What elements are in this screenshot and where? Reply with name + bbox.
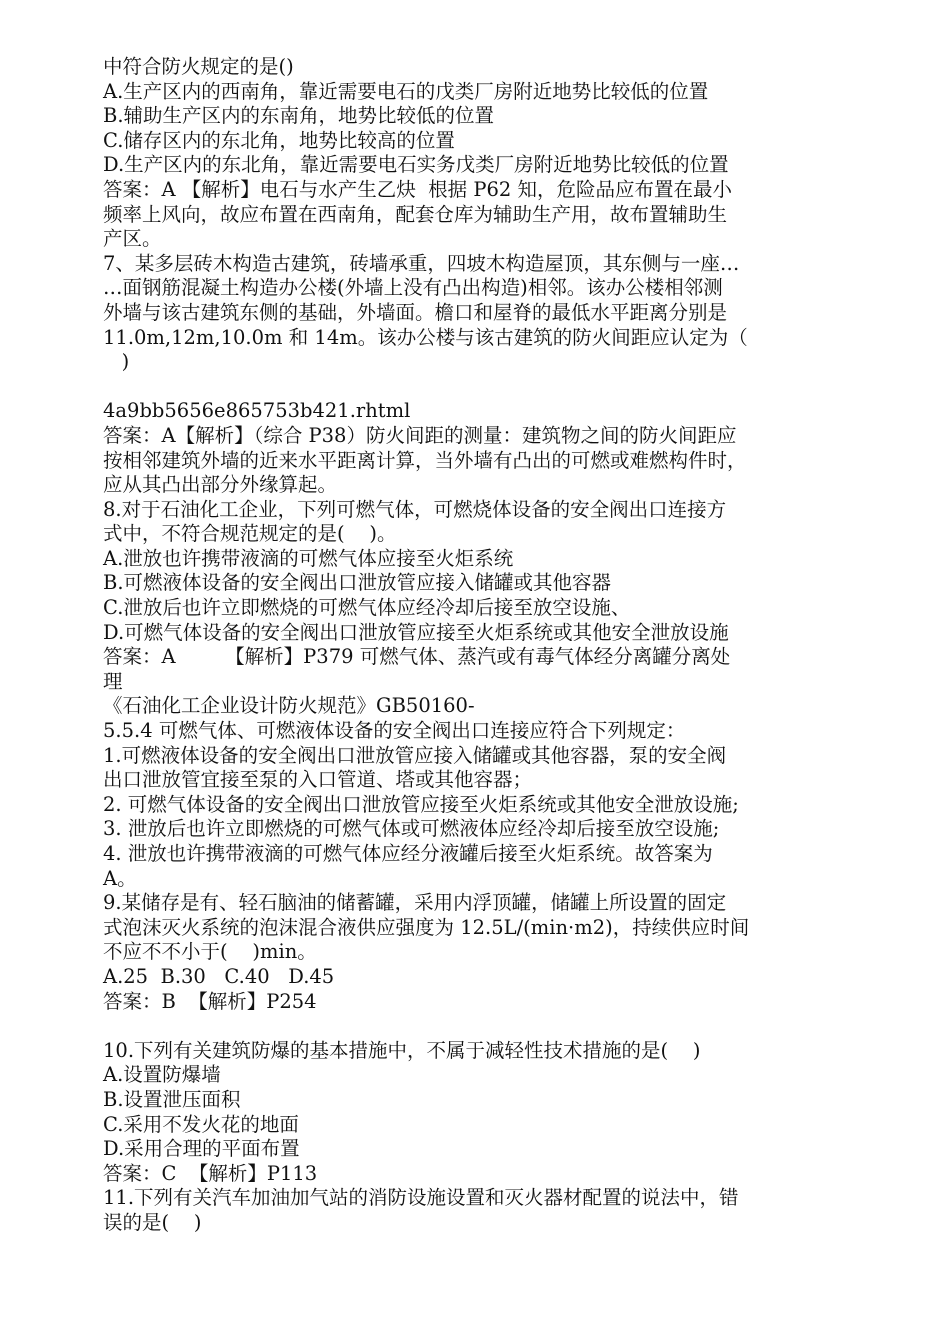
option-line: A.25 B.30 C.40 D.45: [103, 964, 335, 988]
text-line: A。: [103, 866, 137, 890]
text-line: 误的是( ): [103, 1210, 202, 1234]
text-line: 不应不不小于( )min。: [103, 940, 317, 964]
text-line: 《石油化工企业设计防火规范》GB50160-: [103, 694, 475, 718]
answer-line: 答案：A 【解析】P379 可燃气体、蒸汽或有毒气体经分离罐分离处: [103, 645, 731, 669]
option-line: A.泄放也许携带液滴的可燃气体应接至火炬系统: [103, 546, 514, 570]
text-line: 外墙与该古建筑东侧的基础，外墙面。檐口和屋脊的最低水平距离分别是: [103, 300, 728, 324]
option-line: B.设置泄压面积: [103, 1087, 241, 1111]
text-line: 应从其凸出部分外缘算起。: [103, 473, 338, 497]
text-line: 按相邻建筑外墙的近来水平距离计算，当外墙有凸出的可燃或难燃构件时，: [103, 448, 747, 472]
option-line: C.储存区内的东北角，地势比较高的位置: [103, 128, 455, 152]
option-line: B.可燃液体设备的安全阀出口泄放管应接入储罐或其他容器: [103, 571, 612, 595]
option-line: A.生产区内的西南角，靠近需要电石的戊类厂房附近地势比较低的位置: [103, 79, 709, 103]
text-line: 1.可燃液体设备的安全阀出口泄放管应接入储罐或其他容器，泵的安全阀: [103, 743, 727, 767]
text-line: 式中，不符合规范规定的是( )。: [103, 522, 397, 546]
option-line: D.生产区内的东北角，靠近需要电石实务戊类厂房附近地势比较低的位置: [103, 153, 729, 177]
question-line: 8.对于石油化工企业，下列可燃气体，可燃烧体设备的安全阀出口连接方: [103, 497, 727, 521]
answer-line: 答案：A【解析】（综合 P38）防火间距的测量：建筑物之间的防火间距应: [103, 423, 737, 447]
text-line: …面钢筋混凝土构造办公楼(外墙上没有凸出构造)相邻。该办公楼相邻测: [103, 276, 723, 300]
question-line: 9.某储存是有、轻石脑油的储蓄罐，采用内浮顶罐，储罐上所设置的固定: [103, 891, 727, 915]
text-line: 5.5.4 可燃气体、可燃液体设备的安全阀出口连接应符合下列规定：: [103, 719, 686, 743]
document-page: [103, 55, 848, 1236]
option-line: D.采用合理的平面布置: [103, 1137, 300, 1161]
question-line: 11.下列有关汽车加油加气站的消防设施设置和灭火器材配置的说法中，错: [103, 1186, 739, 1210]
answer-line: 答案：A 【解析】电石与水产生乙炔 根据 P62 知，危险品应布置在最小: [103, 177, 733, 201]
text-line: 3. 泄放后也许立即燃烧的可燃气体或可燃液体应经冷却后接至放空设施;: [103, 817, 720, 841]
option-line: A.设置防爆墙: [103, 1063, 221, 1087]
question-line: 7、某多层砖木构造古建筑，砖墙承重，四坡木构造屋顶，其东侧与一座…: [103, 251, 740, 275]
text-line: 4. 泄放也许携带液滴的可燃气体应经分液罐后接至火炬系统。故答案为: [103, 842, 713, 865]
text-line: ): [103, 350, 130, 374]
text-line: 11.0m,12m,10.0m 和 14m。该办公楼与该古建筑的防火间距应认定为（: [103, 325, 748, 349]
option-line: C.泄放后也许立即燃烧的可燃气体应经冷却后接至放空设施、: [103, 596, 631, 620]
option-line: D.可燃气体设备的安全阀出口泄放管应接至火炬系统或其他安全泄放设施: [103, 620, 729, 644]
file-reference-line: 4a9bb5656e865753b421.rhtml: [103, 399, 411, 423]
text-line: 出口泄放管宜接至泵的入口管道、塔或其他容器；: [103, 768, 533, 792]
text-line: 2. 可燃气体设备的安全阀出口泄放管应接至火炬系统或其他安全泄放设施;: [103, 792, 739, 816]
text-line: 式泡沫灭火系统的泡沫混合液供应强度为 12.5L/(min·m2)，持续供应时间: [103, 915, 750, 939]
blank-line: [103, 1014, 848, 1039]
answer-line: 答案：B 【解析】P254: [103, 989, 317, 1013]
answer-line: 答案：C 【解析】P113: [103, 1161, 318, 1185]
text-line: 中符合防火规定的是(): [103, 55, 294, 78]
question-line: 10.下列有关建筑防爆的基本措施中，不属于减轻性技术措施的是( ): [103, 1038, 701, 1062]
option-line: B.辅助生产区内的东南角，地势比较低的位置: [103, 104, 495, 128]
text-line: 理: [103, 669, 123, 693]
text-line: 频率上风向，故应布置在西南角，配套仓库为辅助生产用，故布置辅助生: [103, 202, 728, 226]
text-line: 产区。: [103, 227, 162, 251]
blank-line: [103, 375, 848, 400]
option-line: C.采用不发火花的地面: [103, 1112, 299, 1136]
